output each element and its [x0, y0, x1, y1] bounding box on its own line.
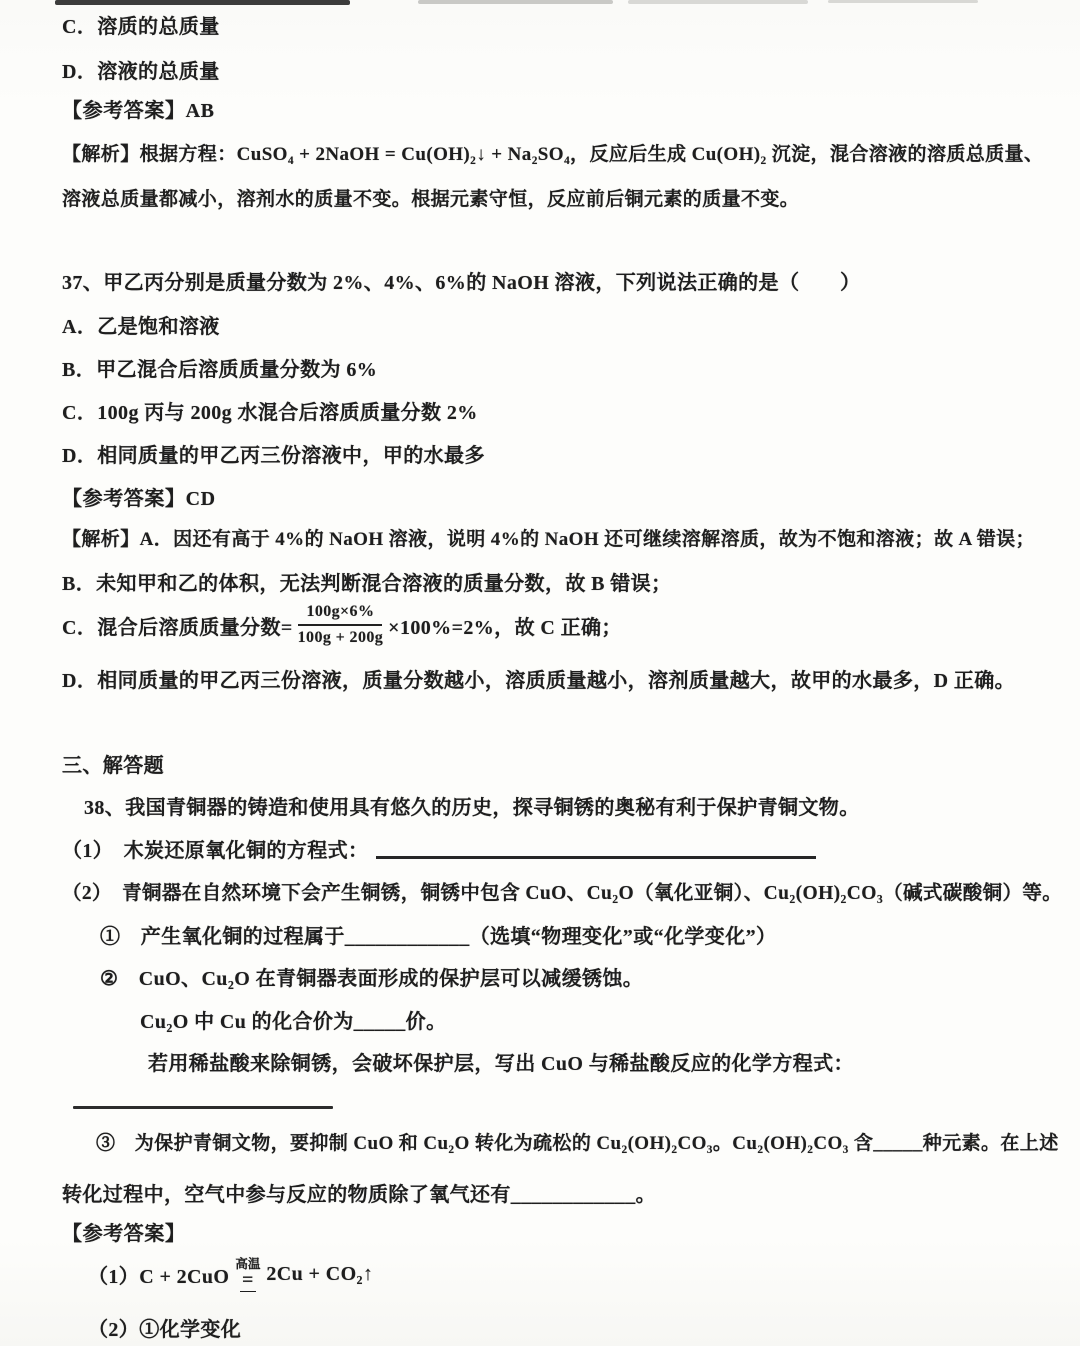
clipped-line-fragment [628, 0, 808, 4]
eq1-prefix: （1）C + 2CuO [88, 1266, 230, 1289]
fraction-denominator: 100g + 200g [297, 629, 384, 646]
q38-part1 [62, 834, 816, 863]
clipped-line-fragment [418, 0, 613, 4]
q37-option-d: D．相同质量的甲乙丙三份溶液中，甲的水最多 [62, 445, 485, 467]
q37-analysis-c-suffix: ×100%=2%，故 C 正确； [388, 616, 622, 639]
q38-answer-heading: 【参考答案】 [62, 1223, 186, 1245]
q38-sub2-valence: Cu₂O 中 Cu 的化合价为_____价。 [140, 1011, 447, 1033]
q37-answer: 【参考答案】CD [62, 488, 216, 510]
clipped-line-fragment [55, 0, 350, 5]
q37-analysis-a: 【解析】A．因还有高于 4%的 NaOH 溶液，说明 4%的 NaOH 还可继续溶解溶质，故为不饱和溶液；故 A 错误； [62, 529, 1035, 550]
answer-blank-line [376, 852, 816, 859]
equals-sign: = [241, 1268, 254, 1291]
q38-sub3-line1: ③ 为保护青铜文物，要抑制 CuO 和 Cu₂O 转化为疏松的 Cu₂(OH)₂CO₃。Cu₂(OH)₂CO₃ 含_____种元素。在上述 [96, 1133, 1059, 1154]
q37-analysis-d: D．相同质量的甲乙丙三份溶液，质量分数越小，溶质质量越小，溶剂质量越大，故甲的水最多，D 正确。 [62, 670, 1016, 692]
q36-answer: 【参考答案】AB [62, 100, 215, 122]
q36-analysis-line2: 溶液总质量都减小，溶剂水的质量不变。根据元素守恒，反应前后铜元素的质量不变。 [62, 189, 800, 210]
q38-answer-eq1 [88, 1258, 373, 1292]
q36-option-c: C．溶质的总质量 [62, 16, 220, 38]
q38-sub2-equation-prompt: 若用稀盐酸来除铜锈，会破坏保护层，写出 CuO 与稀盐酸反应的化学方程式： [148, 1053, 854, 1075]
q37-analysis-c [62, 598, 622, 652]
q37-stem: 37、甲乙丙分别是质量分数为 2%、4%、6%的 NaOH 溶液，下列说法正确的是（ ） [62, 272, 861, 294]
q38-answer-2: （2）①化学变化 [88, 1319, 242, 1341]
q38-sub2: ② CuO、Cu₂O 在青铜器表面形成的保护层可以减缓锈蚀。 [100, 968, 644, 990]
fraction [298, 603, 384, 648]
q37-option-c: C．100g 丙与 200g 水混合后溶质质量分数 2% [62, 402, 478, 424]
clipped-line-fragment [828, 0, 978, 3]
q38-stem: 38、我国青铜器的铸造和使用具有悠久的历史，探寻铜锈的奥秘有利于保护青铜文物。 [84, 797, 860, 819]
eq1-suffix: 2Cu + CO₂↑ [266, 1263, 374, 1286]
q37-option-a: A．乙是饱和溶液 [62, 316, 220, 338]
q36-analysis-line1: 【解析】根据方程：CuSO₄ + 2NaOH = Cu(OH)₂↓ + Na₂SO₄，反应后生成 Cu(OH)₂ 沉淀，混合溶液的溶质总质量、 [62, 144, 1044, 165]
q36-option-d: D．溶液的总质量 [62, 61, 220, 83]
section3-heading: 三、解答题 [62, 755, 164, 777]
q38-part1-label: （1） 木炭还原氧化铜的方程式： [62, 840, 369, 862]
q38-part2: （2） 青铜器在自然环境下会产生铜锈，铜锈中包含 CuO、Cu₂O（氧化亚铜）、Cu₂(OH)₂CO₃（碱式碳酸铜）等。 [62, 883, 1063, 904]
q37-option-b: B．甲乙混合后溶质质量分数为 6% [62, 359, 378, 381]
q38-sub3-line2: 转化过程中，空气中参与反应的物质除了氧气还有____________。 [62, 1184, 656, 1206]
condition-label: 高温 [235, 1257, 261, 1271]
reaction-condition-equals [235, 1258, 260, 1292]
q38-sub1: ① 产生氧化铜的过程属于____________（选填“物理变化”或“化学变化”） [100, 926, 777, 948]
fraction-numerator: 100g×6% [298, 603, 382, 626]
q37-analysis-b: B．未知甲和乙的体积，无法判断混合溶液的质量分数，故 B 错误； [62, 573, 672, 595]
q37-analysis-c-prefix: C．混合后溶质质量分数= [62, 616, 293, 639]
answer-blank-line [73, 1106, 333, 1109]
